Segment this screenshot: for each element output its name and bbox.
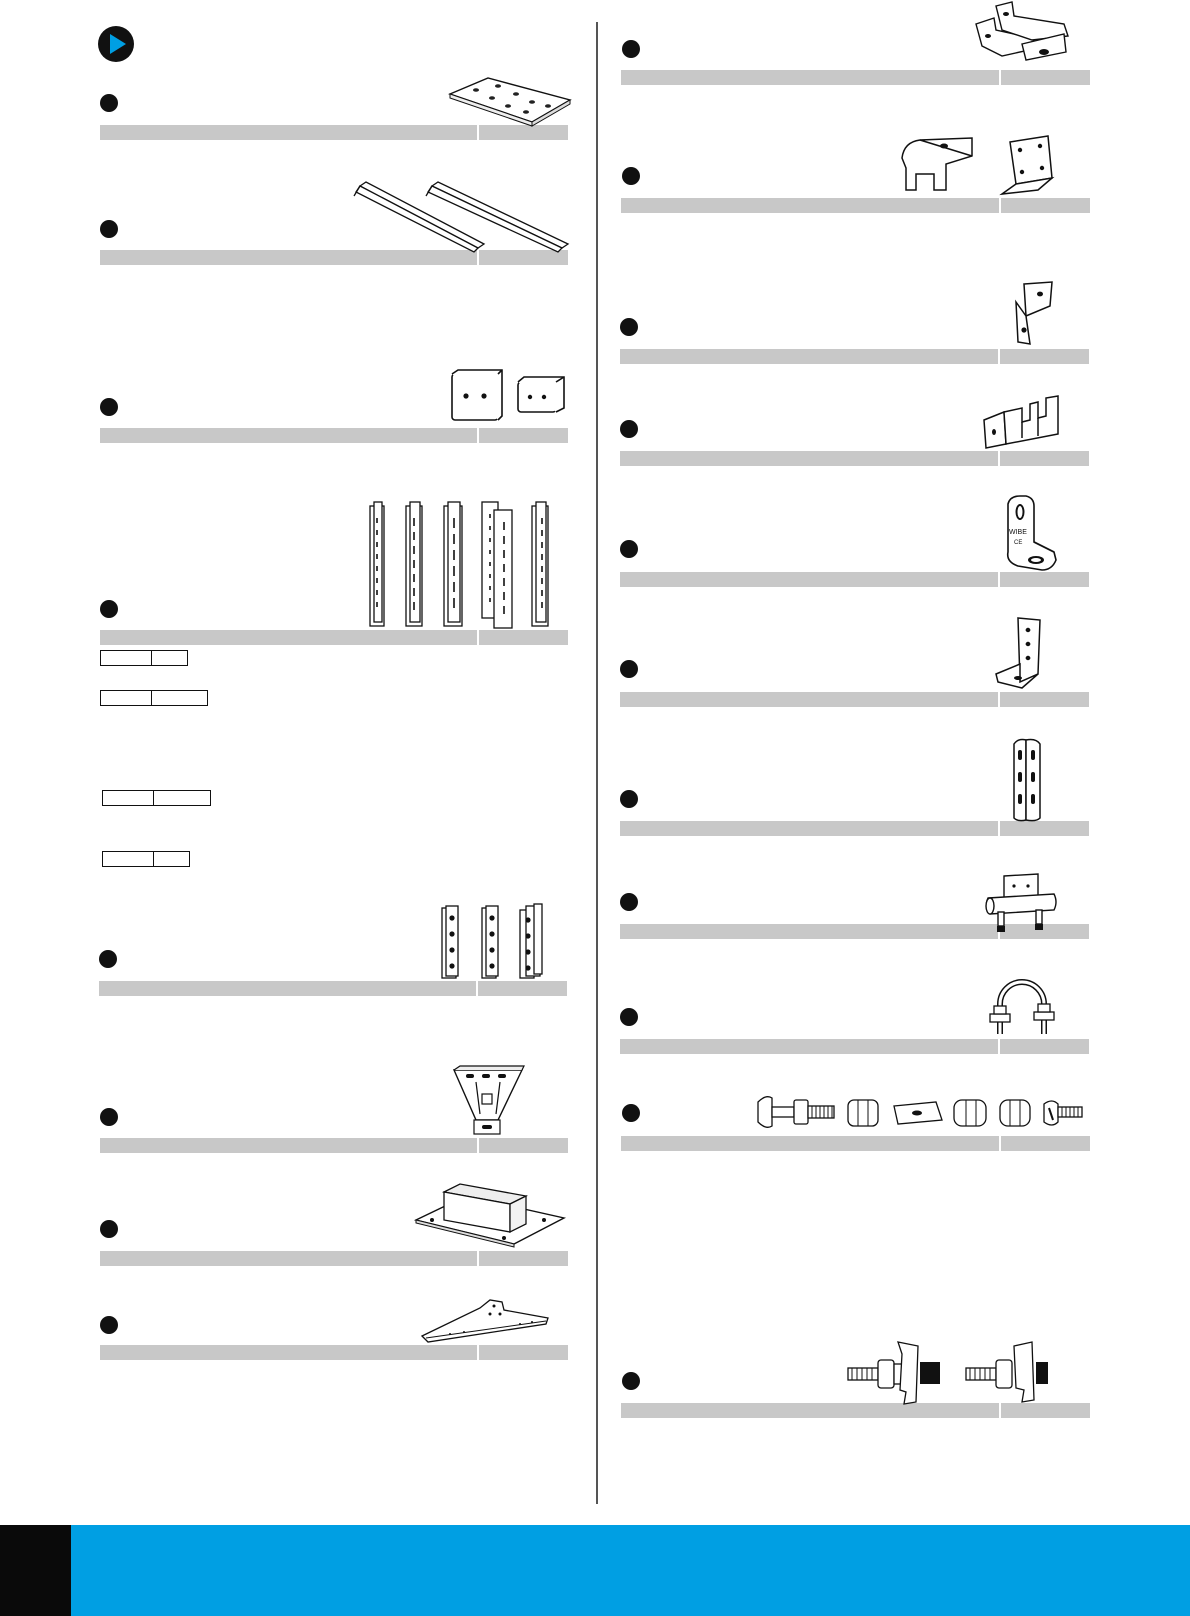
l-bracket-icon: [994, 616, 1046, 692]
item-bullet: [620, 660, 638, 678]
item-bullet: [620, 1008, 638, 1026]
box-base-plate-icon: [414, 1182, 566, 1248]
item-bullet: [100, 1108, 118, 1126]
item-bullet: [100, 94, 118, 112]
item-bullet: [622, 1372, 640, 1390]
slotted-strut-piece-icon: [1010, 738, 1044, 824]
beam-clamp-icon: [984, 870, 1060, 940]
channel-connector-profiles-icon: [440, 904, 550, 980]
spec-cell: [101, 651, 152, 665]
angle-clip-brackets-icon: [898, 134, 1058, 200]
item-bullet: [620, 790, 638, 808]
slotted-channel-profiles-icon: [366, 500, 566, 630]
product-spec-bar: [100, 1345, 568, 1360]
item-bullet: [622, 167, 640, 185]
product-spec-bar: [620, 451, 1089, 466]
item-bullet: [100, 398, 118, 416]
hammerhead-bolt-icon: [846, 1340, 1050, 1406]
engraving-text: WIBE: [1009, 529, 1027, 536]
product-spec-bar: [620, 692, 1089, 707]
item-bullet: [100, 600, 118, 618]
product-spec-bar: [620, 572, 1089, 587]
column-divider: [596, 22, 598, 1504]
item-bullet: [99, 950, 117, 968]
item-bullet: [100, 220, 118, 238]
spec-table: [100, 690, 208, 706]
spec-table: [102, 790, 211, 806]
item-bullet: [620, 318, 638, 336]
spec-cell: [101, 691, 152, 705]
perforated-plate-icon: [448, 76, 573, 128]
item-bullet: [620, 540, 638, 558]
svg-text:CE: CE: [1014, 540, 1023, 546]
play-circle-icon[interactable]: [98, 26, 134, 62]
product-spec-bar: [621, 1136, 1090, 1151]
item-bullet: [622, 1104, 640, 1122]
item-bullet: [622, 40, 640, 58]
spec-cell: [152, 691, 207, 705]
spec-cell: [154, 852, 189, 866]
ceiling-hanger-bracket-icon: [452, 1064, 526, 1138]
footer-bar: [0, 1525, 1190, 1616]
spec-cell: [154, 791, 210, 805]
item-bullet: [100, 1220, 118, 1238]
product-spec-bar: [100, 428, 568, 443]
item-bullet: [620, 420, 638, 438]
spec-table: [102, 851, 190, 867]
product-spec-bar: [99, 981, 567, 996]
suspension-rail-icon: [420, 1296, 550, 1344]
spec-cell: [103, 852, 154, 866]
u-bolt-icon: [986, 974, 1058, 1038]
item-bullet: [100, 1316, 118, 1334]
spec-cell: [103, 791, 154, 805]
diagonal-brace-rails-icon: [352, 178, 572, 254]
spec-cell: [152, 651, 187, 665]
product-spec-bar: [621, 198, 1090, 213]
bolts-and-nuts-icon: [756, 1092, 1086, 1134]
product-spec-bar: [621, 70, 1090, 85]
product-spec-bar: [620, 1039, 1089, 1054]
product-spec-bar: [100, 1251, 568, 1266]
wibe-angle-bracket-icon: [1002, 494, 1060, 574]
small-angle-bracket-icon: [1010, 280, 1056, 346]
product-spec-bar: [100, 1138, 568, 1153]
end-cap-blocks-icon: [448, 368, 568, 426]
channel-saddle-clip-icon: [982, 394, 1062, 450]
product-spec-bar: [620, 349, 1089, 364]
item-bullet: [620, 893, 638, 911]
spec-table: [100, 650, 188, 666]
product-spec-bar: [100, 630, 568, 645]
footer-page-tab: [0, 1525, 71, 1616]
stacked-clamp-brackets-icon: [972, 0, 1076, 66]
